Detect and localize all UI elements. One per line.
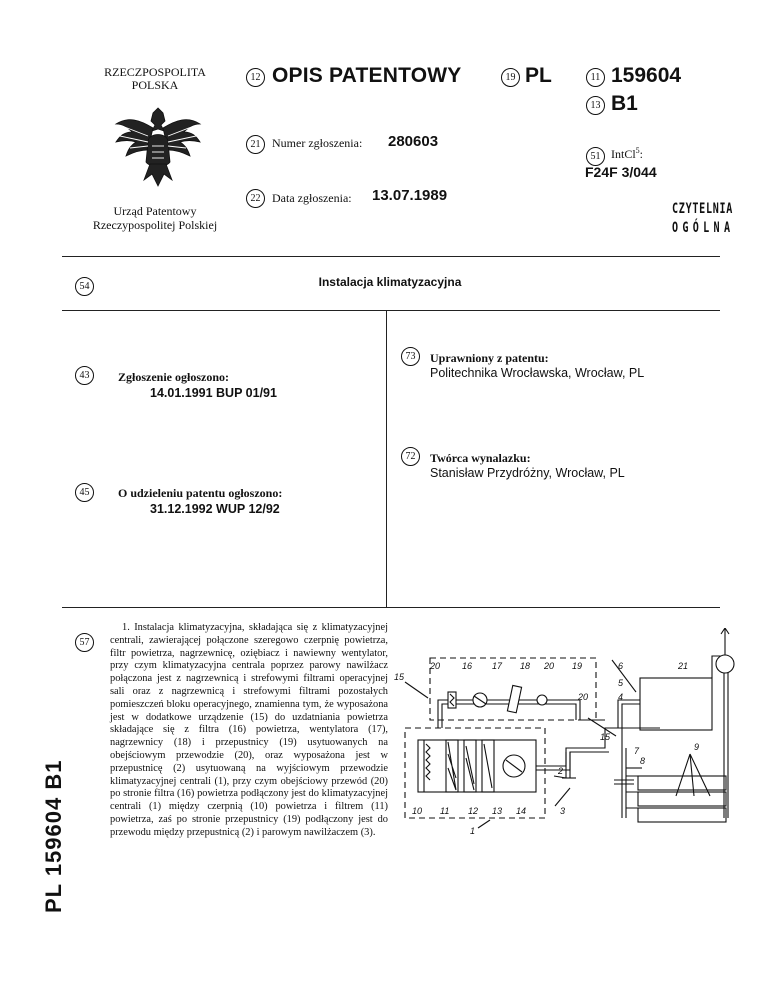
owner-label: Uprawniony z patentu: [430, 351, 549, 365]
label-10: 10 [412, 806, 423, 816]
label-14: 14 [516, 806, 527, 816]
claim-paragraph: 1. Instalacja klimatyzacyjna, składająca się z klimatyzacyjnej centrali, zawierającej połączone szeregowo czerpnię powietrza, filtr powietrza, nagrzewnicę, oziębiacz i nawiewny wentylator, przy czym klimatyzacyjna centrala poprzez parowy nawilżacz połączona jest z nagrzewnicą i strefowymi filtrami operacyjnej sali oraz z nagrzewnicą i strefowymi filtrami pozostałych pomieszczeń bloku operacyjnego, znamienna tym, że wyposażona jest w dodatkowe urządzenie (15) do uzdatniania powietrza składające się z filtra (16) powietrza, wentylatora (17), nagrzewnicy (18) i przepustnicy (19) usytuowanych na obejściowym przewodzie (20), oraz wyposażona jest w przepustnicę (2) usytuowaną na wyjściowym przewodzie klimatyzacyjnej centrali (1), przy czym obejściowy przewód (20) po stronie filtra (16) powietrza podłączony jest do klimatyzacyjnej centrali (1) między czerpnią (10) powietrza i filtrem (11) powietrza, zaś po stronie przepustnicy (19) podłączony jest do przewodu między przepustnicą (2) i parowym nawilżaczem (3). [110, 622, 388, 838]
label-20a: 20 [430, 661, 441, 671]
code-21: 21 [246, 135, 265, 154]
code-43: 43 [75, 366, 94, 385]
intcl-colon: : [639, 147, 644, 161]
kind-code: B1 [611, 92, 638, 115]
intcl-label-group [611, 146, 643, 162]
label-5: 5 [618, 678, 624, 688]
label-15a: 15 [394, 672, 405, 682]
country-line-2: POLSKA [131, 78, 179, 92]
country-line-1: RZECZPOSPOLITA [104, 65, 206, 79]
code-22: 22 [246, 189, 265, 208]
claim-text [110, 622, 388, 840]
label-4: 4 [618, 692, 624, 702]
central-unit-box [405, 728, 545, 818]
application-date-label: Data zgłoszenia: [272, 191, 352, 205]
code-12: 12 [246, 68, 265, 87]
invention-title: Instalacja klimatyzacyjna [318, 275, 462, 289]
code-73: 73 [401, 347, 420, 366]
installation-diagram [390, 628, 760, 843]
eagle-emblem-icon [110, 102, 206, 192]
application-number-label: Numer zgłoszenia: [272, 136, 363, 150]
intcl-label: IntCl [611, 147, 636, 161]
code-19: 19 [501, 68, 520, 87]
damper-19-icon [537, 695, 547, 705]
grant-value: 31.12.1992 WUP 12/92 [150, 502, 280, 516]
label-6: 6 [618, 661, 624, 671]
label-3: 3 [560, 806, 566, 816]
label-17: 17 [492, 661, 503, 671]
divider-vertical [386, 311, 387, 607]
code-11: 11 [586, 68, 605, 87]
label-8: 8 [640, 756, 646, 766]
label-18: 18 [520, 661, 531, 671]
label-20c: 20 [578, 692, 589, 702]
stamp-line-2: OGÓLNA [672, 220, 735, 236]
label-16: 16 [462, 661, 473, 671]
office-line-1: Urząd Patentowy [113, 204, 197, 218]
country-code: PL [525, 64, 552, 87]
patent-number: 159604 [611, 64, 682, 87]
library-stamp [672, 200, 734, 238]
grant-label: O udzieleniu patentu ogłoszono: [118, 486, 283, 500]
owner-value: Politechnika Wrocławska, Wrocław, PL [430, 366, 645, 380]
label-13: 13 [492, 806, 503, 816]
code-45: 45 [75, 483, 94, 502]
label-20b: 20 [544, 661, 555, 671]
country-name [60, 66, 250, 92]
side-patent-label: PL 159604 B1 [41, 759, 66, 913]
label-15b: 15 [600, 732, 611, 742]
publication-value: 14.01.1991 BUP 01/91 [150, 386, 277, 400]
application-date: 13.07.1989 [372, 187, 448, 204]
label-7: 7 [634, 746, 640, 756]
label-2: 2 [558, 766, 564, 776]
publication-label: Zgłoszenie ogłoszono: [118, 370, 229, 384]
document-type: OPIS PATENTOWY [272, 64, 462, 87]
code-13: 13 [586, 96, 605, 115]
intcl-superscript: 5 [635, 146, 640, 155]
code-72: 72 [401, 447, 420, 466]
fan-21-icon [716, 655, 734, 673]
label-19: 19 [572, 661, 583, 671]
label-1: 1 [470, 826, 476, 836]
code-51: 51 [586, 147, 605, 166]
divider-bottom [62, 607, 720, 608]
code-57: 57 [75, 633, 94, 652]
intcl-value: F24F 3/044 [585, 164, 657, 180]
office-line-2: Rzeczypospolitej Polskiej [92, 218, 218, 232]
label-9: 9 [694, 742, 700, 752]
label-21: 21 [678, 661, 689, 671]
label-11: 11 [440, 806, 450, 816]
inventor-label: Twórca wynalazku: [430, 451, 531, 465]
divider-title [62, 310, 720, 311]
patent-office [40, 204, 270, 232]
divider-top [62, 256, 720, 257]
inventor-value: Stanisław Przydróżny, Wrocław, PL [430, 466, 625, 480]
code-54: 54 [75, 277, 94, 296]
label-12: 12 [468, 806, 479, 816]
stamp-line-1: CZYTELNIA [672, 201, 734, 217]
application-number: 280603 [388, 133, 439, 150]
